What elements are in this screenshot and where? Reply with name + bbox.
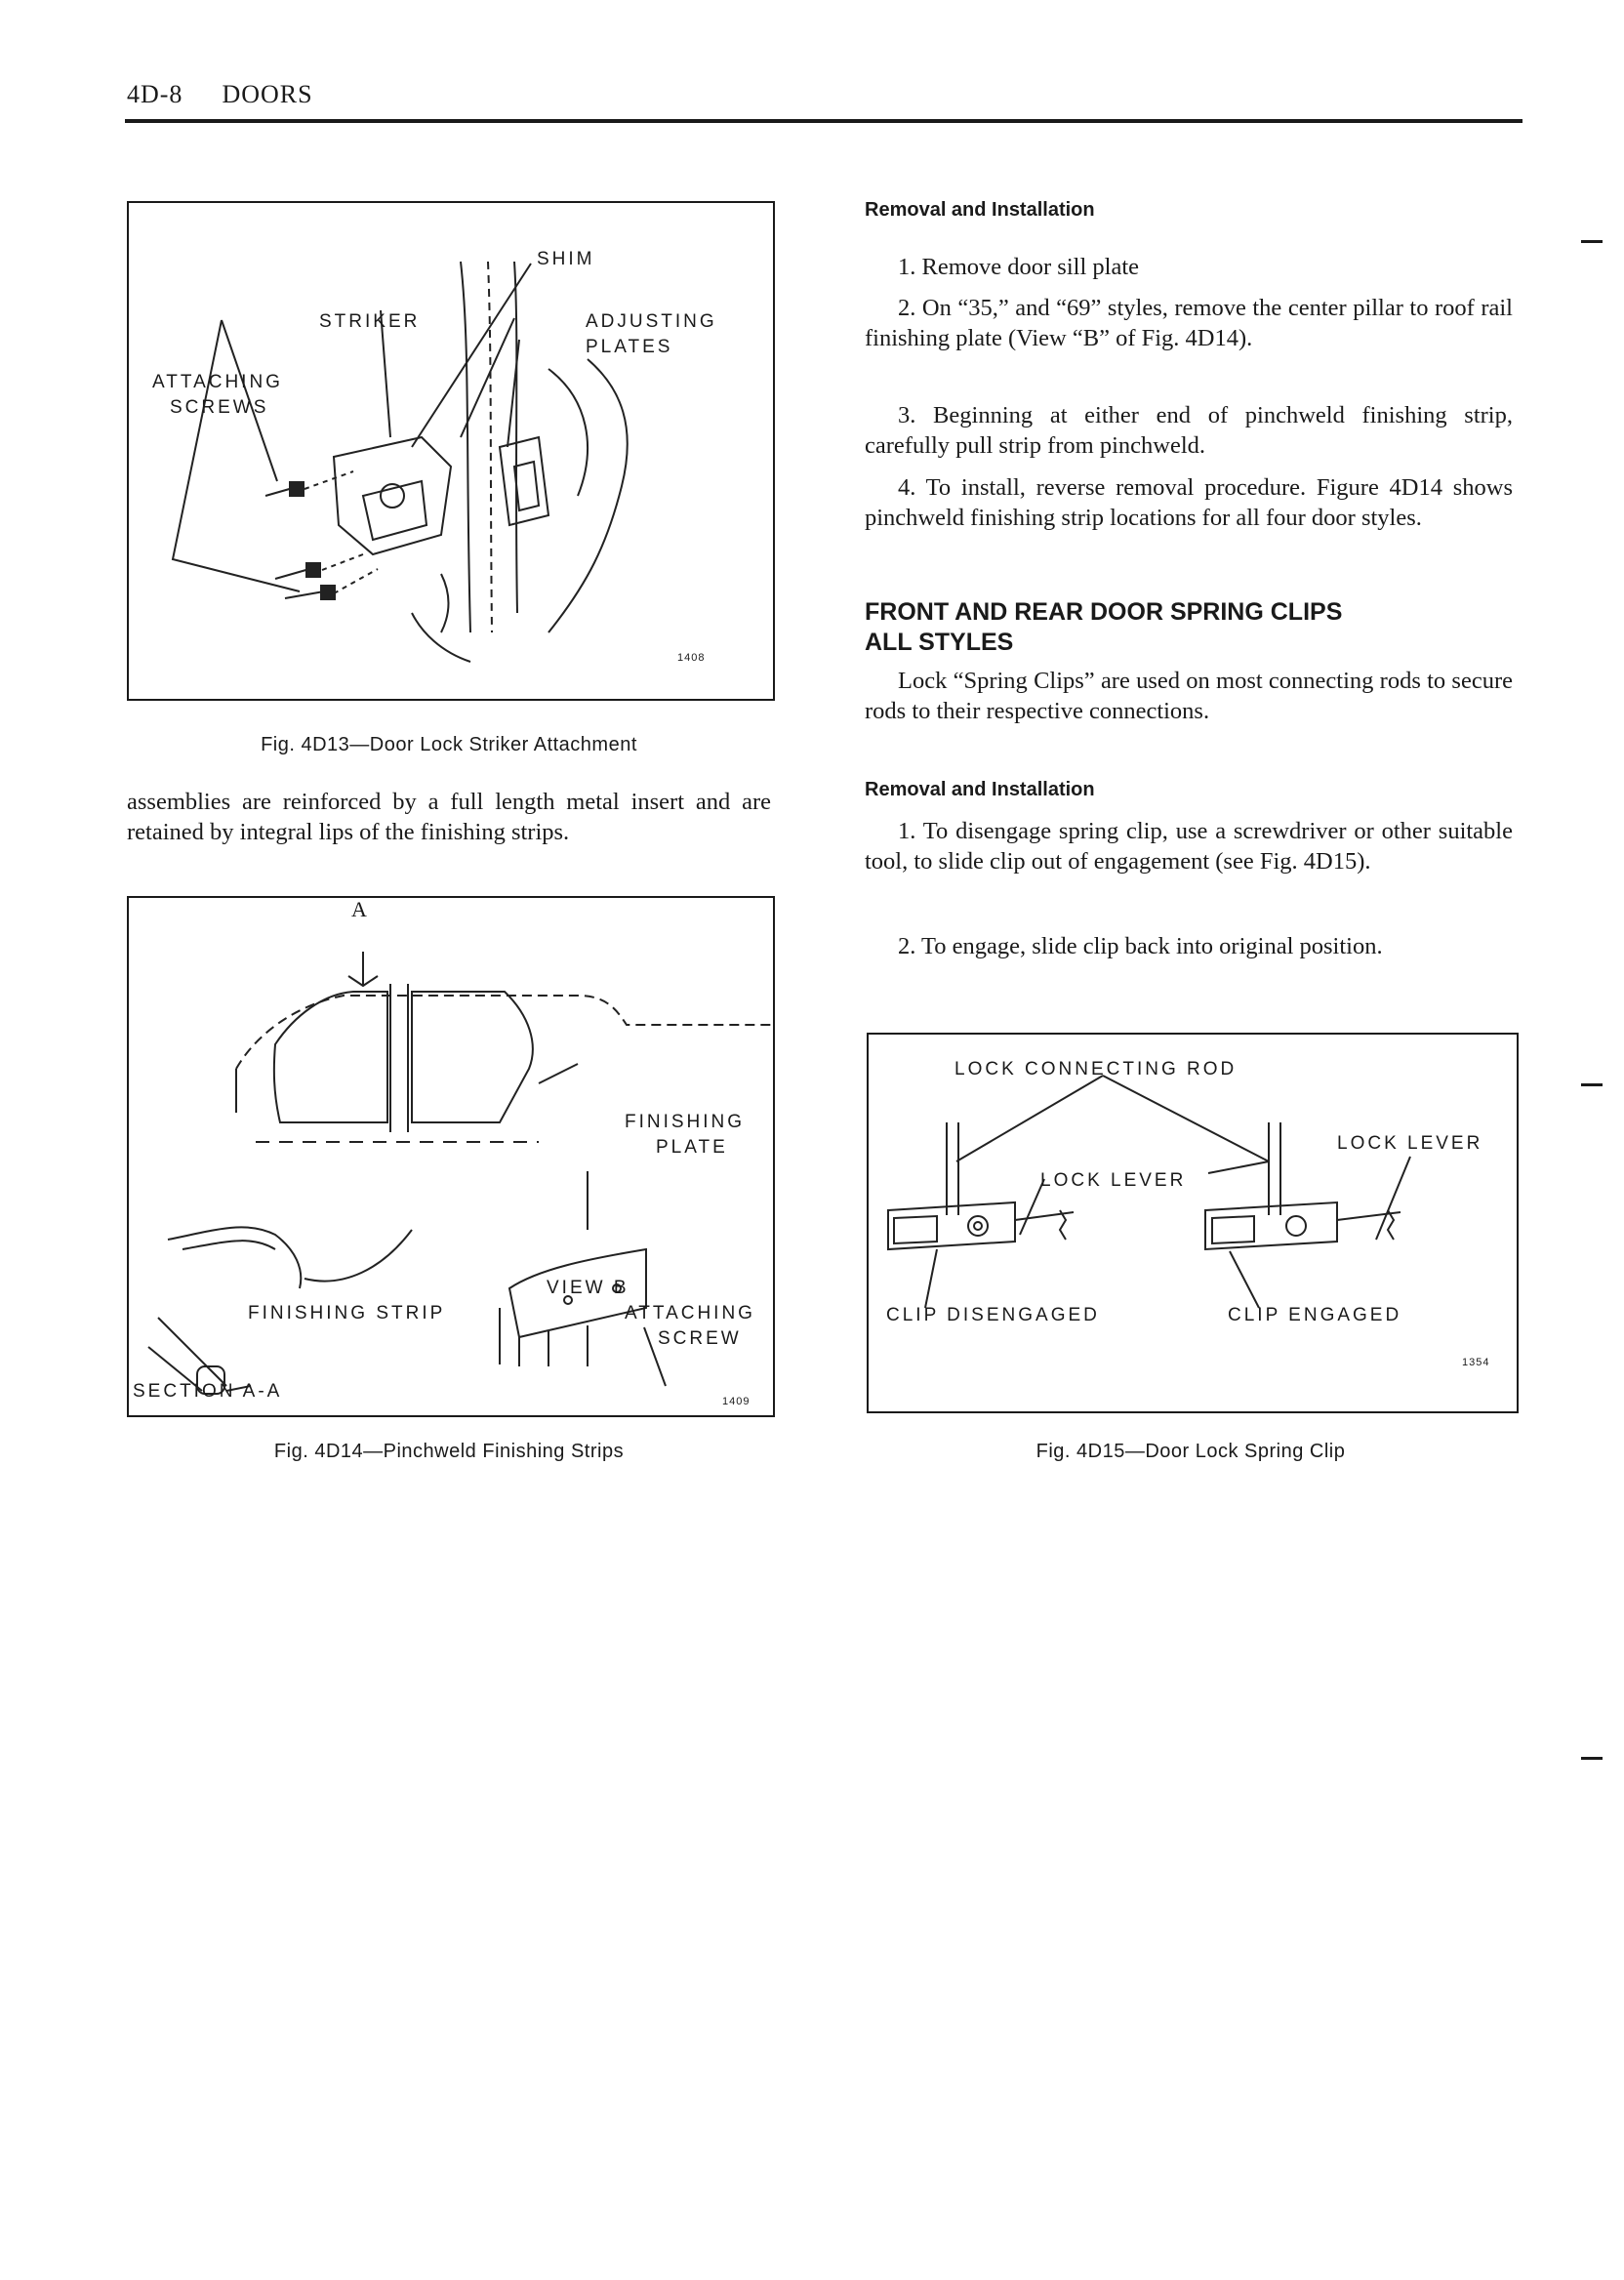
step-2: 2. To engage, slide clip back into original position. <box>898 933 1383 959</box>
section-heading-all-styles: ALL STYLES <box>865 629 1014 656</box>
label-clip-engaged: CLIP ENGAGED <box>1228 1305 1402 1325</box>
figure-4d14 <box>127 896 775 1417</box>
figure-number: 1409 <box>722 1396 751 1407</box>
page-header <box>127 80 313 109</box>
label-shim: SHIM <box>537 249 595 269</box>
page-number: 4D-8 <box>127 80 183 108</box>
section-heading-spring-clips: FRONT AND REAR DOOR SPRING CLIPS <box>865 598 1343 626</box>
header-rule <box>125 119 1522 123</box>
label-attaching: ATTACHING <box>625 1303 755 1323</box>
heading-removal-installation: Removal and Installation <box>865 199 1095 221</box>
step-1: 1. To disengage spring clip, use a screwdriver or other suitable tool, to slide clip out of engagement (see Fig. 4D15). <box>865 818 1513 875</box>
label-lock-lever-right: LOCK LEVER <box>1337 1133 1483 1154</box>
margin-mark <box>1581 1083 1603 1086</box>
left-paragraph: assemblies are reinforced by a full length metal insert and are retained by integral lips of the finishing strips. <box>127 789 771 845</box>
spring-clip-illustration <box>869 1035 1517 1411</box>
label-screws: SCREWS <box>170 397 269 418</box>
caption-fig-4d14: Fig. 4D14—Pinchweld Finishing Strips <box>273 1441 625 1462</box>
margin-mark <box>1581 240 1603 243</box>
label-view-b: VIEW B <box>547 1278 629 1298</box>
label-lock-lever-center: LOCK LEVER <box>1040 1170 1187 1191</box>
label-lock-connecting-rod: LOCK CONNECTING ROD <box>954 1059 1238 1079</box>
spring-clip-paragraph: Lock “Spring Clips” are used on most connecting rods to secure rods to their respective connections. <box>865 668 1513 724</box>
label-striker: STRIKER <box>319 311 421 332</box>
label-finishing-strip: FINISHING STRIP <box>248 1303 446 1323</box>
caption-fig-4d13: Fig. 4D13—Door Lock Striker Attachment <box>261 734 637 755</box>
label-section-aa: SECTION A-A <box>133 1381 283 1402</box>
label-attaching: ATTACHING <box>152 372 283 392</box>
step-1: 1. Remove door sill plate <box>898 254 1139 280</box>
step-2: 2. On “35,” and “69” styles, remove the center pillar to roof rail finishing plate (View “B” of Fig. 4D14). <box>865 295 1513 351</box>
margin-mark <box>1581 1757 1603 1760</box>
label-section-a: A <box>351 897 370 921</box>
label-plate: PLATE <box>656 1137 728 1158</box>
label-clip-disengaged: CLIP DISENGAGED <box>886 1305 1100 1325</box>
figure-4d13 <box>127 201 775 701</box>
figure-number: 1354 <box>1462 1357 1490 1368</box>
caption-fig-4d15: Fig. 4D15—Door Lock Spring Clip <box>1035 1441 1346 1462</box>
figure-4d15 <box>867 1033 1519 1413</box>
label-finishing: FINISHING <box>625 1112 746 1132</box>
label-plates: PLATES <box>586 337 673 357</box>
striker-illustration <box>129 203 773 699</box>
label-screw: SCREW <box>658 1328 742 1349</box>
step-3: 3. Beginning at either end of pinchweld finishing strip, carefully pull strip from pinchweld. <box>865 402 1513 459</box>
label-adjusting: ADJUSTING <box>586 311 717 332</box>
figure-number: 1408 <box>677 652 706 664</box>
section-title: DOORS <box>222 80 313 108</box>
heading-removal-installation: Removal and Installation <box>865 779 1095 800</box>
step-4: 4. To install, reverse removal procedure. Figure 4D14 shows pinchweld finishing strip locations for all four door styles. <box>865 474 1513 531</box>
